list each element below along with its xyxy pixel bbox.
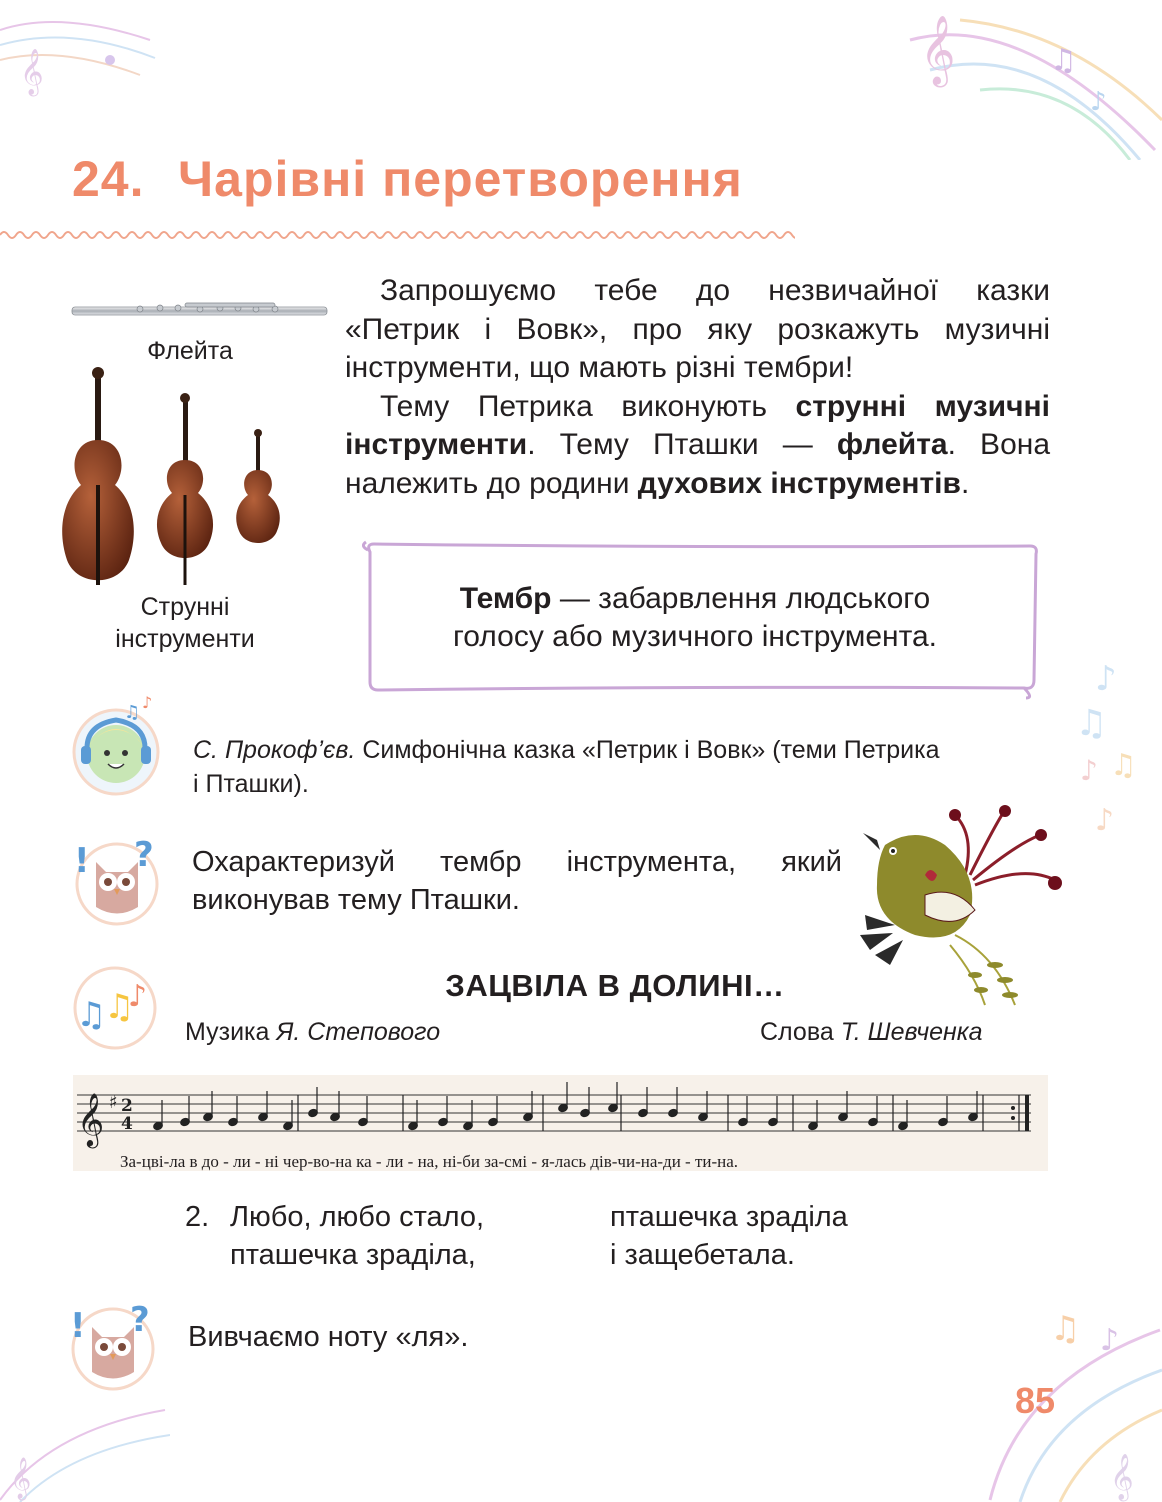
intro-text: . — [960, 466, 970, 500]
verse-column-2 — [610, 1198, 848, 1274]
intro-line: «Петрик і Вовк», про яку розкажуть музичні — [345, 312, 1050, 346]
lyrics-credit — [760, 1018, 983, 1047]
music-label: Музика — [185, 1018, 277, 1046]
definition-line — [380, 580, 1010, 618]
svg-text:♫: ♫ — [1075, 703, 1108, 744]
svg-text:𝄞: 𝄞 — [920, 15, 956, 85]
intro-paragraph — [345, 272, 1050, 503]
svg-text:!: ! — [70, 1306, 86, 1346]
definition-line: голосу або музичного інструмента. — [453, 620, 937, 653]
music-credit — [185, 1018, 440, 1047]
svg-text:♪: ♪ — [1080, 754, 1098, 787]
verse-line: Любо, любо стало, — [230, 1201, 485, 1233]
headphones-boy-icon — [72, 690, 167, 798]
intro-text: Тему Петрика виконують — [380, 389, 796, 423]
svg-text:♫: ♫ — [1050, 1309, 1081, 1349]
svg-text:♪: ♪ — [1090, 87, 1107, 117]
music-swirl-decoration-bottom-right — [980, 1300, 1162, 1502]
music-swirl-decoration-top-right — [900, 0, 1162, 160]
svg-text:4: 4 — [121, 1114, 133, 1134]
intro-line — [345, 388, 1050, 427]
flute-caption: Флейта — [147, 337, 233, 365]
intro-text: . Вона — [947, 428, 1051, 461]
music-swirl-decoration-top-left — [0, 0, 160, 110]
task-describe-timbre — [192, 843, 842, 919]
poet: Т. Шевченка — [840, 1018, 983, 1046]
svg-text:♫: ♫ — [124, 702, 141, 723]
svg-text:?: ? — [130, 1300, 150, 1340]
svg-text:!: ! — [74, 841, 90, 881]
svg-text:♪: ♪ — [142, 693, 153, 712]
strings-caption-line-2: інструменти — [115, 625, 255, 653]
svg-text:♯: ♯ — [109, 1092, 118, 1113]
owl-question-icon — [68, 1297, 163, 1392]
svg-text:𝄞: 𝄞 — [20, 49, 44, 95]
music-swirl-decoration-bottom-left — [0, 1390, 170, 1502]
svg-text:2: 2 — [121, 1096, 133, 1116]
svg-text:?: ? — [134, 835, 154, 875]
svg-text:♪: ♪ — [1095, 803, 1115, 838]
page-number: 85 — [1015, 1380, 1056, 1421]
svg-text:♫: ♫ — [1110, 748, 1137, 783]
composer: Я. Степового — [276, 1018, 441, 1046]
svg-text:𝄞: 𝄞 — [10, 1458, 32, 1499]
emphasis-flute: флейта — [836, 428, 948, 461]
emphasis-strings: струнні музичні — [795, 389, 1050, 423]
owl-question-icon — [72, 832, 167, 927]
svg-text:♪: ♪ — [1100, 1323, 1120, 1358]
svg-text:♪: ♪ — [128, 979, 148, 1014]
svg-text:♫: ♫ — [104, 987, 135, 1027]
verse-column-1 — [230, 1198, 484, 1274]
definition-text — [380, 580, 1010, 656]
definition-body: — забарвлення людського — [551, 582, 931, 615]
string-instruments-image — [55, 365, 300, 595]
composer-name: С. Прокоф’єв. — [193, 736, 356, 764]
song-lyrics-line: За-цві-ла в до - ли - ні чер-во-на ка - ли - на, ні-би за-смі - я-лась дів-чи-на-ди - ти-на. — [120, 1152, 739, 1171]
lesson-number: 24. — [72, 151, 145, 207]
task-line: виконував тему Пташки. — [192, 884, 520, 916]
svg-text:♪: ♪ — [1095, 659, 1117, 699]
svg-text:𝄞: 𝄞 — [77, 1092, 105, 1146]
title-wavy-underline — [0, 228, 795, 242]
listening-task — [193, 733, 1053, 801]
intro-text: . Тему Пташки — — [527, 428, 837, 461]
flute-image — [70, 298, 330, 324]
words-label: Слова — [760, 1018, 841, 1046]
strings-caption-line-1: Струнні — [140, 593, 230, 621]
intro-text: належить до родини — [345, 466, 638, 500]
task-learn-note: Вивчаємо ноту «ля». — [188, 1321, 469, 1353]
svg-text:♫: ♫ — [1050, 43, 1077, 78]
task-line: Охарактеризуй тембр інструмента, який — [192, 846, 842, 878]
music-notes-decoration-right — [1070, 650, 1160, 840]
verse-number: 2. — [185, 1201, 210, 1233]
intro-line — [345, 426, 1050, 465]
listening-line: і Пташки). — [193, 770, 309, 798]
emphasis-wind-instruments: духових інструментів — [637, 466, 961, 500]
intro-line — [345, 465, 1050, 504]
emphasis-instruments: інструменти — [345, 428, 528, 461]
intro-line: інструменти, що мають різні тембри! — [345, 351, 854, 384]
svg-text:𝄞: 𝄞 — [1110, 1454, 1134, 1500]
page-title: Чарівні перетворення — [178, 151, 743, 207]
music-notes-icon — [70, 962, 165, 1052]
verse-line: пташечка зраділа — [610, 1201, 848, 1233]
song-title: ЗАЦВІЛА В ДОЛИНІ… — [445, 968, 785, 1003]
verse-line: і защебетала. — [610, 1239, 795, 1271]
listening-line — [193, 733, 1053, 767]
verse-line: пташечка зраділа, — [230, 1239, 476, 1271]
intro-line: Запрошуємо тебе до незвичайної казки — [380, 274, 1050, 307]
definition-term: Тембр — [459, 582, 552, 615]
listening-work: Симфонічна казка «Петрик і Вовк» (теми Петрика — [355, 736, 940, 764]
svg-text:♫: ♫ — [76, 995, 107, 1035]
